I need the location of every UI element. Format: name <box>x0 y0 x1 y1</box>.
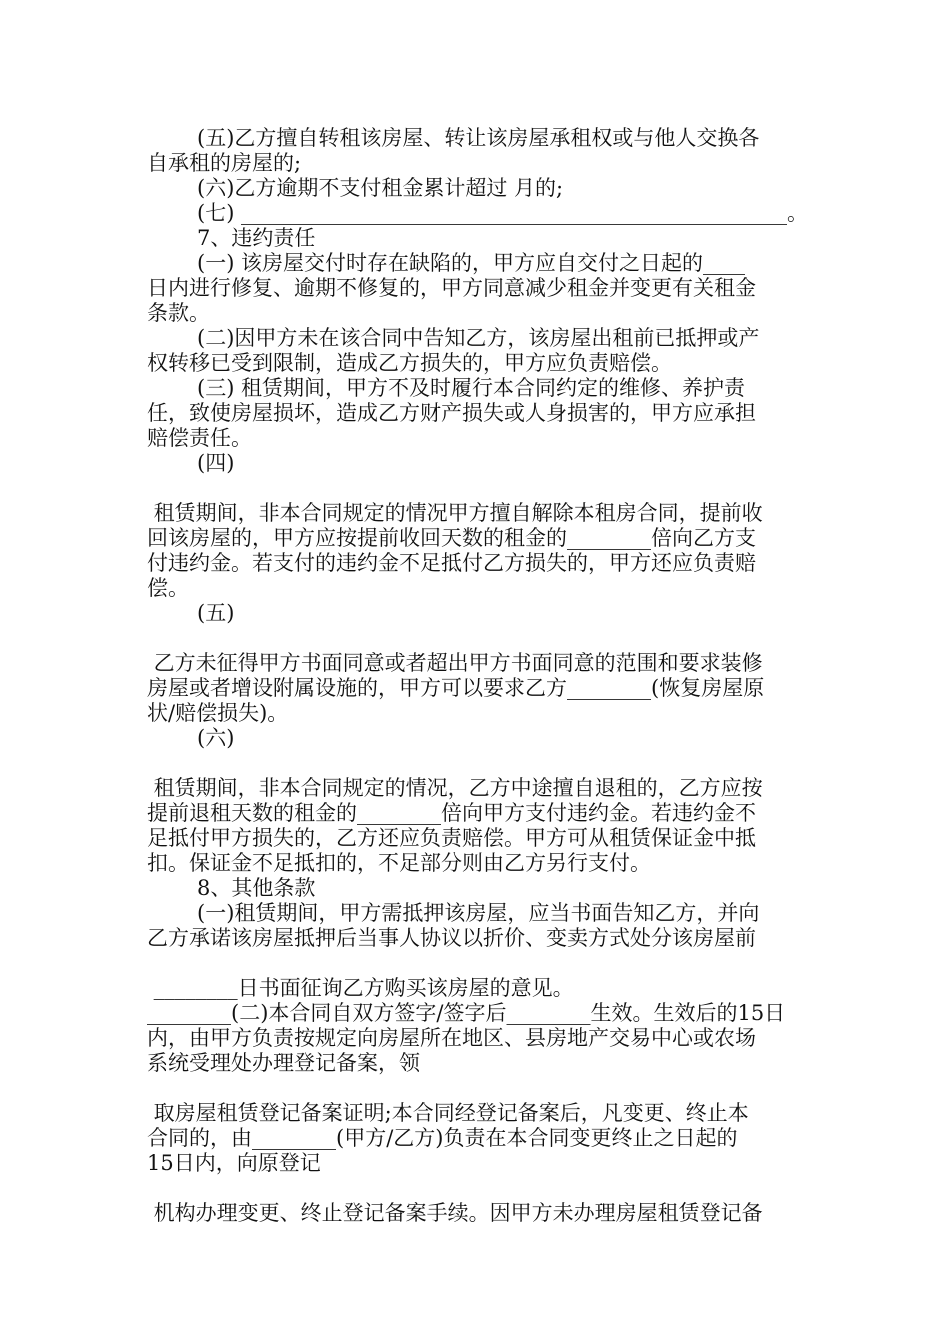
clause-label: (六) <box>197 726 235 750</box>
text-line: 任，致使房屋损坏，造成乙方财产损失或人身损害的，甲方应承担 <box>147 401 756 425</box>
text-line: 赔偿责任。 <box>147 426 252 450</box>
text-line: 状/赔偿损失)。 <box>147 701 289 725</box>
text-line: 提前退租天数的租金的________倍向甲方支付违约金。若违约金不 <box>147 801 756 825</box>
text-line: ________日书面征询乙方购买该房屋的意见。 <box>147 976 574 1000</box>
section-heading: 8、其他条款 <box>197 876 316 900</box>
text-line: 乙方承诺该房屋抵押后当事人协议以折价、变卖方式处分该房屋前 <box>147 926 756 950</box>
text-line: 条款。 <box>147 301 210 325</box>
text-line: 机构办理变更、终止登记备案手续。因甲方未办理房屋租赁登记备 <box>147 1201 763 1225</box>
text-line: 合同的，由________(甲方/乙方)负责在本合同变更终止之日起的 <box>147 1126 738 1150</box>
text-line: (三) 租赁期间，甲方不及时履行本合同约定的维修、养护责 <box>197 376 746 400</box>
text-line: 系统受理处办理登记备案，领 <box>147 1051 420 1075</box>
text-line: 租赁期间，非本合同规定的情况，乙方中途擅自退租的，乙方应按 <box>147 776 763 800</box>
text-line: (一) 该房屋交付时存在缺陷的，甲方应自交付之日起的____ <box>197 251 746 275</box>
section-heading: 7、违约责任 <box>197 226 316 250</box>
text-line: 回该房屋的，甲方应按提前收回天数的租金的________倍向乙方支 <box>147 526 756 550</box>
text-line: (六)乙方逾期不支付租金累计超过 月的; <box>197 176 564 200</box>
text-line: 偿。 <box>147 576 189 600</box>
text-line: 房屋或者增设附属设施的，甲方可以要求乙方________(恢复房屋原 <box>147 676 765 700</box>
text-line: 乙方未征得甲方书面同意或者超出甲方书面同意的范围和要求装修 <box>147 651 763 675</box>
text-line: (二)因甲方未在该合同中告知乙方，该房屋出租前已抵押或产 <box>197 326 760 350</box>
text-line: 15日内，向原登记 <box>147 1151 321 1175</box>
text-line: (一)租赁期间，甲方需抵押该房屋，应当书面告知乙方，并向 <box>197 901 760 925</box>
text-line: 足抵付甲方损失的，乙方还应负责赔偿。甲方可从租赁保证金中抵 <box>147 826 756 850</box>
text-line: 付违约金。若支付的违约金不足抵付乙方损失的，甲方还应负责赔 <box>147 551 756 575</box>
text-line: ________(二)本合同自双方签字/签字后________生效。生效后的15日 <box>147 1001 786 1025</box>
clause-label: (四) <box>197 451 235 475</box>
text-line: 日内进行修复、逾期不修复的，甲方同意减少租金并变更有关租金 <box>147 276 756 300</box>
text-line: 扣。保证金不足抵扣的，不足部分则由乙方另行支付。 <box>147 851 651 875</box>
text-line: 取房屋租赁登记备案证明;本合同经登记备案后，凡变更、终止本 <box>147 1101 749 1125</box>
clause-label: (五) <box>197 601 235 625</box>
text-line: 自承租的房屋的; <box>147 151 302 175</box>
text-line: 权转移已受到限制，造成乙方损失的，甲方应负责赔偿。 <box>147 351 672 375</box>
text-line: 租赁期间，非本合同规定的情况甲方擅自解除本租房合同，提前收 <box>147 501 763 525</box>
text-line: (七) ____________________________________________________。 <box>197 201 809 225</box>
text-line: 内，由甲方负责按规定向房屋所在地区、县房地产交易中心或农场 <box>147 1026 756 1050</box>
text-line: (五)乙方擅自转租该房屋、转让该房屋承租权或与他人交换各 <box>197 126 760 150</box>
